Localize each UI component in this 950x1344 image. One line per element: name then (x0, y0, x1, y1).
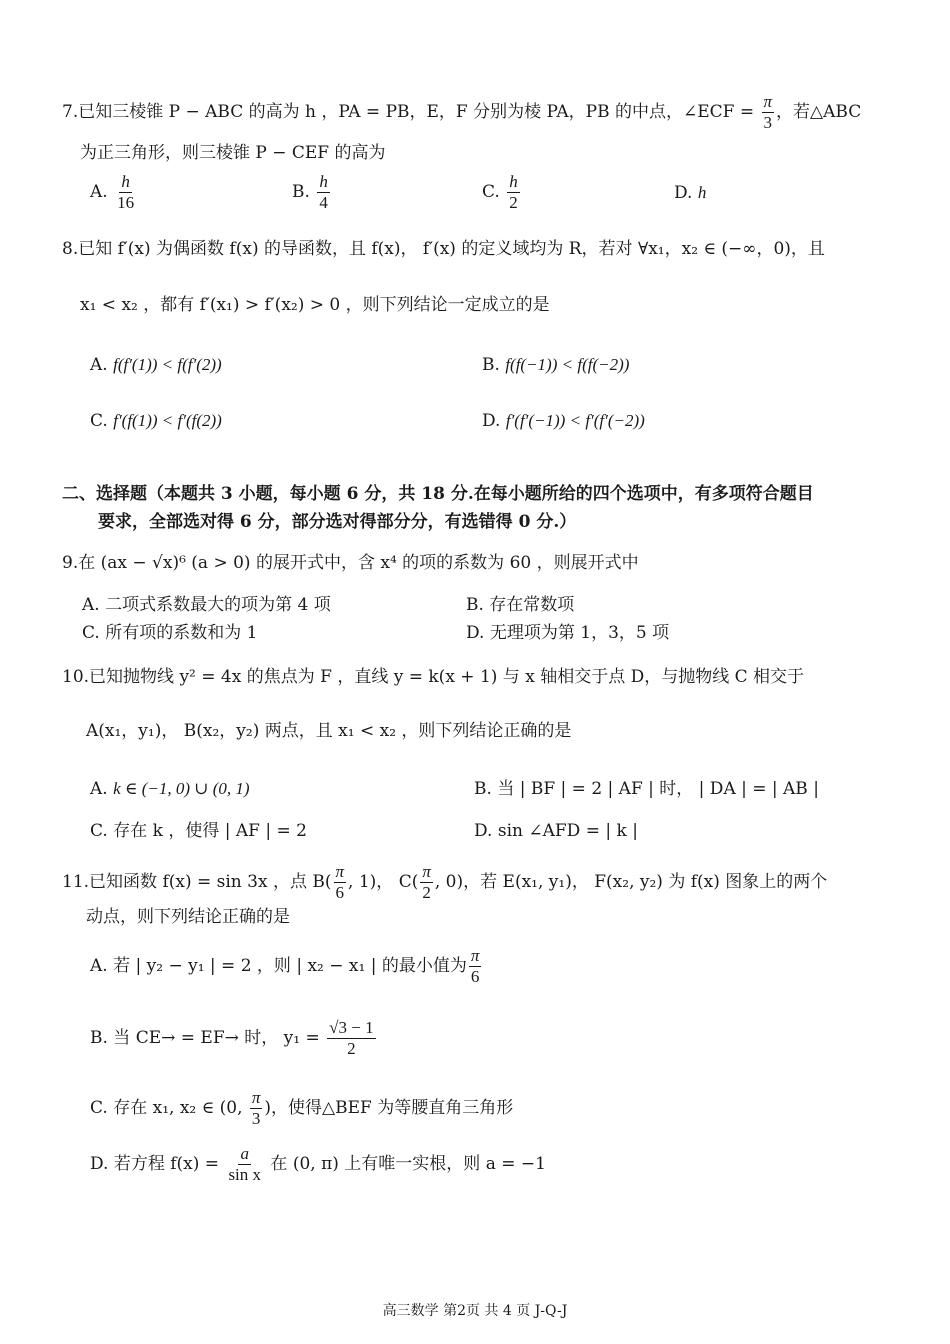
fraction-den: sin x (228, 1165, 262, 1184)
option-text: f(f(−1)) < f(f(−2)) (505, 355, 630, 374)
q10-option-d (474, 818, 638, 844)
fraction-num: π (251, 1088, 261, 1107)
q10-line2: A(x₁，y₁)， B(x₂，y₂) 两点，且 x₁ < x₂ ，则下列结论正确的是 (86, 721, 572, 741)
option-label: A. (90, 779, 108, 799)
fraction-num: h (121, 172, 130, 191)
fraction-num: √3 − 1 (329, 1018, 374, 1037)
q8-line1: 8.已知 f′(x) 为偶函数 f(x) 的导函数，且 f(x)， f′(x) 的定义域均为 R，若对 ∀x₁，x₂ ∈ (−∞，0)，且 (62, 239, 825, 259)
q8-option-d (482, 408, 645, 434)
option-label: B. (474, 779, 492, 799)
q7-angle-num: π (763, 92, 773, 111)
fraction-num: a (240, 1144, 249, 1163)
fraction-num: h (509, 172, 518, 191)
q11-option-d (90, 1144, 546, 1185)
option-label: C. (90, 821, 108, 841)
q7-option-a (90, 172, 138, 213)
option-text: 存在 k ，使得 | AF | = 2 (113, 821, 307, 841)
fraction-den: 2 (422, 883, 431, 902)
fraction-den: 3 (251, 1109, 261, 1128)
q10-option-c (90, 818, 307, 844)
q9-option-a (82, 592, 331, 618)
option-label: A. (90, 355, 108, 375)
q11-option-a (90, 946, 483, 987)
fraction-den: 6 (470, 967, 480, 986)
q7-text: 7.已知三棱锥 P − ABC 的高为 h ，PA = PB，E，F 分别为棱 PA，PB 的中点，∠ECF = (62, 102, 760, 122)
fraction-num: π (335, 862, 345, 881)
option-label: A. (82, 595, 100, 615)
option-label: C. (82, 623, 100, 643)
option-text: h (697, 183, 707, 202)
q10-line1: 10.已知抛物线 y² = 4x 的焦点为 F ，直线 y = k(x + 1) 与 x 轴相交于点 D，与抛物线 C 相交于 (62, 667, 805, 687)
q9-line1: 9.在 (ax − √x)⁶ (a > 0) 的展开式中，含 x⁴ 的项的系数为 60 ，则展开式中 (62, 553, 639, 573)
option-label: D. (482, 411, 501, 431)
q7-line1 (62, 92, 861, 133)
fraction-num: π (422, 862, 431, 881)
option-label: C. (482, 182, 500, 202)
q8-line2: x₁ < x₂ ，都有 f′(x₁) > f′(x₂) > 0 ，则下列结论一定成立的是 (80, 295, 550, 315)
q7-option-c (482, 172, 522, 213)
option-fraction (226, 1144, 263, 1185)
section-2-heading-line1: 二、选择题（本题共 3 小题，每小题 6 分，共 18 分.在每小题所给的四个选项中，有多项符合题目 (62, 484, 814, 504)
fraction-den: 16 (117, 193, 135, 212)
option-fraction (250, 1088, 263, 1129)
option-text: f′(f′(−1)) < f′(f′(−2)) (505, 411, 645, 430)
option-text: D. 若方程 f(x) = (90, 1154, 225, 1174)
q9-option-c (82, 620, 257, 646)
fraction-den: 2 (347, 1039, 356, 1058)
q7-option-b (292, 172, 332, 213)
q7-line2: 为正三角形，则三棱锥 P − CEF 的高为 (80, 143, 386, 163)
option-label: A. (90, 182, 108, 202)
option-label: C. (90, 411, 108, 431)
option-text: 存在常数项 (489, 595, 575, 615)
q11-text-a: 11.已知函数 f(x) = sin 3x ，点 B( (62, 872, 332, 892)
option-fraction (469, 946, 482, 987)
option-text: k ∈ (−1, 0) ∪ (0, 1) (113, 779, 250, 798)
option-text: 所有项的系数和为 1 (105, 623, 258, 643)
option-label: B. (482, 355, 500, 375)
option-fraction (115, 172, 136, 213)
option-text: B. 当 CE→ = EF→ 时， y₁ = (90, 1028, 326, 1048)
q10-option-b (474, 776, 819, 802)
fraction-num: h (319, 172, 328, 191)
q7-angle-fraction (762, 92, 775, 133)
option-text-end: )，使得△BEF 为等腰直角三角形 (264, 1098, 514, 1118)
q9-option-d (466, 620, 669, 646)
q10-option-a (90, 776, 250, 802)
option-text: 当 | BF | = 2 | AF | 时， | DA | = | AB | (497, 779, 819, 799)
q7-angle-den: 3 (763, 113, 773, 132)
q11-text-c: , 0)，若 E(x₁, y₁)， F(x₂, y₂) 为 f(x) 图象上的两个 (434, 872, 828, 892)
option-text: f(f′(1)) < f(f′(2)) (113, 355, 222, 374)
fraction-den: 4 (319, 193, 328, 212)
q11-b-fraction (334, 862, 347, 903)
option-text: sin ∠AFD = | k | (497, 821, 638, 841)
option-text: 无理项为第 1，3，5 项 (489, 623, 670, 643)
page-footer: 高三数学 第2页 共 4 页 J-Q-J (382, 1303, 568, 1319)
option-text: f′(f(1)) < f′(f(2)) (113, 411, 222, 430)
option-label: B. (292, 182, 310, 202)
option-fraction (327, 1018, 375, 1059)
option-label: D. (674, 183, 693, 203)
q11-text-b: , 1)， C( (348, 872, 419, 892)
q8-option-c (90, 408, 222, 434)
fraction-den: 2 (509, 193, 518, 212)
q7-text-end: ，若△ABC (776, 102, 862, 122)
option-text: C. 存在 x₁, x₂ ∈ (0, (90, 1098, 248, 1118)
option-fraction (507, 172, 520, 213)
option-text: A. 若 | y₂ − y₁ | = 2 ，则 | x₂ − x₁ | 的最小值为 (90, 956, 467, 976)
option-label: D. (466, 623, 485, 643)
q11-option-b (90, 1018, 378, 1059)
q8-option-b (482, 352, 629, 378)
option-text-end: 在 (0, π) 上有唯一实根，则 a = −1 (265, 1154, 546, 1174)
q7-option-d (674, 180, 706, 206)
q11-line1 (62, 862, 827, 903)
section-2-heading-line2: 要求，全部选对得 6 分，部分选对得部分分，有选错得 0 分.） (98, 512, 577, 532)
option-fraction (317, 172, 330, 213)
q11-line2: 动点，则下列结论正确的是 (86, 907, 290, 927)
fraction-num: π (470, 946, 480, 965)
q8-option-a (90, 352, 222, 378)
fraction-den: 6 (335, 883, 345, 902)
option-text: 二项式系数最大的项为第 4 项 (105, 595, 331, 615)
q9-option-b (466, 592, 574, 618)
option-label: B. (466, 595, 484, 615)
option-label: D. (474, 821, 493, 841)
q11-c-fraction (420, 862, 433, 903)
q11-option-c (90, 1088, 513, 1129)
